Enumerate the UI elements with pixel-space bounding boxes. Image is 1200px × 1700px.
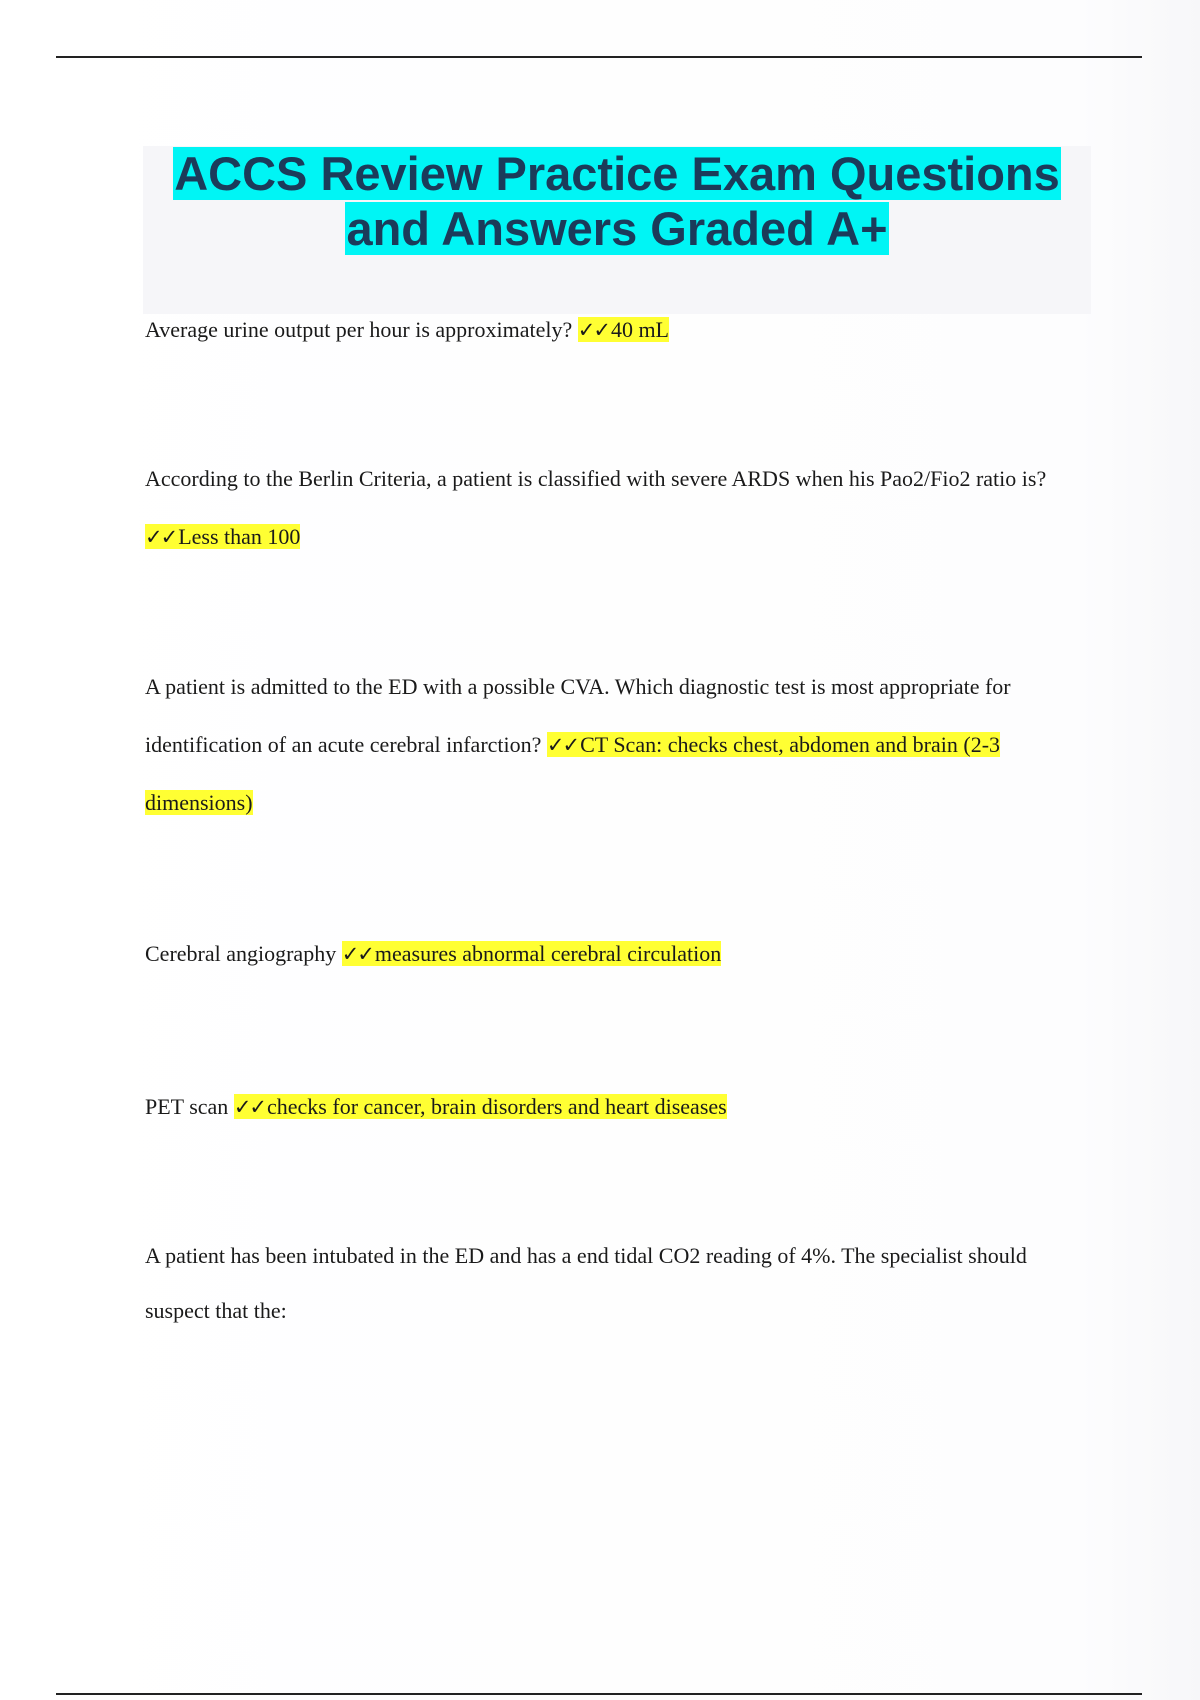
question-text: Average urine output per hour is approximately? (145, 317, 573, 342)
question-text: Cerebral angiography (145, 941, 337, 966)
qa-item-3 (145, 658, 1085, 832)
qa-item-1 (145, 301, 1085, 359)
question-text: According to the Berlin Criteria, a patient is classified with severe ARDS when his Pao2/Fio2 ratio is? (145, 466, 1047, 491)
document-title (143, 146, 1091, 256)
answer-highlight (578, 317, 669, 342)
answer-text: Less than 100 (178, 524, 301, 549)
qa-item-4 (145, 925, 1085, 983)
double-check-icon: ✓✓ (233, 1095, 266, 1119)
qa-item-2 (145, 450, 1085, 566)
answer-text: 40 mL (610, 317, 669, 342)
double-check-icon: ✓✓ (546, 733, 579, 757)
qa-item-6 (145, 1228, 1085, 1338)
question-text: A patient has been intubated in the ED and has a end tidal CO2 reading of 4%. The specialist should suspect that the: (145, 1243, 1027, 1323)
title-highlight: ACCS Review Practice Exam Questions and Answers Graded A+ (174, 147, 1060, 255)
answer-text: CT Scan: checks chest, abdomen and brain (2-3 dimensions) (145, 732, 1001, 815)
answer-highlight (145, 524, 300, 549)
answer-highlight (342, 941, 722, 966)
double-check-icon: ✓✓ (145, 525, 177, 549)
answer-text: checks for cancer, brain disorders and heart diseases (267, 1094, 727, 1119)
question-text: A patient is admitted to the ED with a possible CVA. Which diagnostic test is most appropriate for identification of an acute cerebral infarction? (145, 674, 1011, 757)
double-check-icon: ✓✓ (577, 318, 609, 342)
answer-text: measures abnormal cerebral circulation (374, 941, 722, 966)
double-check-icon: ✓✓ (341, 942, 373, 966)
question-text: PET scan (145, 1094, 229, 1119)
qa-item-5 (145, 1078, 1085, 1136)
header-rule (56, 56, 1142, 58)
answer-highlight (234, 1094, 727, 1119)
footer-rule (56, 1693, 1142, 1695)
